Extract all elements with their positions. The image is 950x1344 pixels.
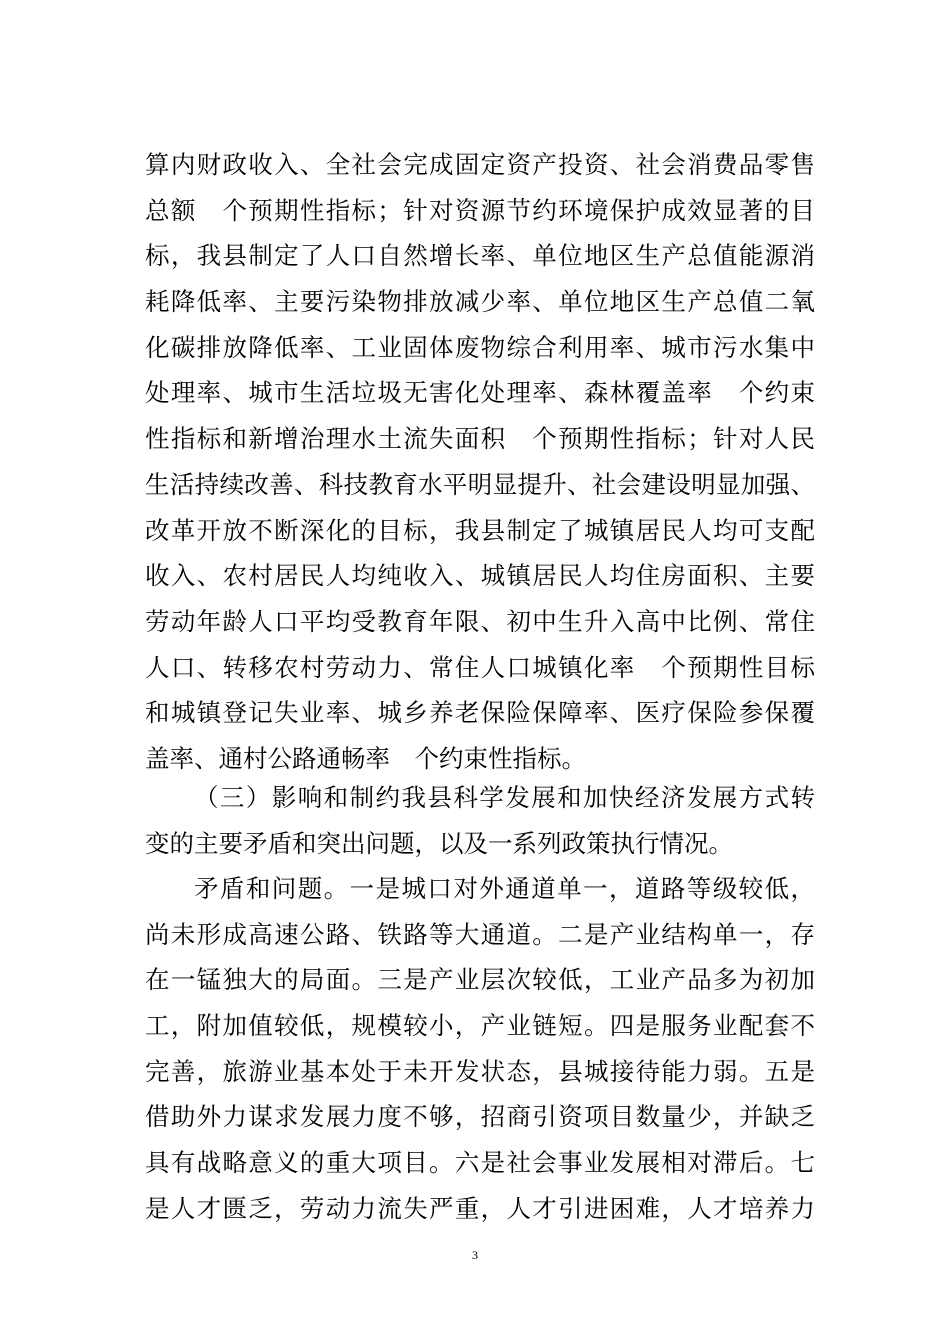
text-line: 性指标和新增治理水土流失面积 个预期性指标；针对人民 [145,424,815,454]
text-line: 劳动年龄人口平均受教育年限、初中生升入高中比例、常住 [145,606,815,636]
text-line: 标，我县制定了人口自然增长率、单位地区生产总值能源消 [145,241,815,271]
section-heading-line: 变的主要矛盾和突出问题，以及一系列政策执行情况。 [145,828,733,858]
text-line: 完善，旅游业基本处于未开发状态，县城接待能力弱。五是 [145,1056,815,1086]
text-line: 处理率、城市生活垃圾无害化处理率、森林覆盖率 个约束 [145,378,815,408]
text-line: 盖率、通村公路通畅率 个约束性指标。 [145,743,586,773]
text-line: 借助外力谋求发展力度不够，招商引资项目数量少，并缺乏 [145,1102,815,1132]
text-line: 耗降低率、主要污染物排放减少率、单位地区生产总值二氧 [145,287,815,317]
paragraph-indicators [145,142,815,782]
text-line: 人口、转移农村劳动力、常住人口城镇化率 个预期性目标 [145,652,815,682]
text-line: 收入、农村居民人均纯收入、城镇居民人均住房面积、主要 [145,561,815,591]
text-line: 和城镇登记失业率、城乡养老保险保障率、医疗保险参保覆 [145,698,815,728]
page-number: 3 [472,1248,478,1262]
paragraph-problems [145,866,815,1232]
text-line: 工，附加值较低，规模较小，产业链短。四是服务业配套不 [145,1011,815,1041]
text-line: 尚未形成高速公路、铁路等大通道。二是产业结构单一，存 [145,919,815,949]
text-line: 是人才匮乏，劳动力流失严重，人才引进困难，人才培养力 [145,1193,815,1223]
section-heading-line: （三）影响和制约我县科学发展和加快经济发展方式转 [194,783,815,812]
text-line: 矛盾和问题。一是城口对外通道单一，道路等级较低， [194,874,815,903]
text-line: 总额 个预期性指标；针对资源节约环境保护成效显著的目 [145,195,815,225]
text-line: 具有战略意义的重大项目。六是社会事业发展相对滞后。七 [145,1148,815,1178]
paragraph-section-heading [145,775,815,866]
text-line: 算内财政收入、全社会完成固定资产投资、社会消费品零售 [145,150,815,179]
text-line: 生活持续改善、科技教育水平明显提升、社会建设明显加强、 [145,469,815,499]
text-line: 改革开放不断深化的目标，我县制定了城镇居民人均可支配 [145,515,815,545]
text-line: 在一锰独大的局面。三是产业层次较低，工业产品多为初加 [145,965,815,995]
text-line: 化碳排放降低率、工业固体废物综合利用率、城市污水集中 [145,332,815,362]
